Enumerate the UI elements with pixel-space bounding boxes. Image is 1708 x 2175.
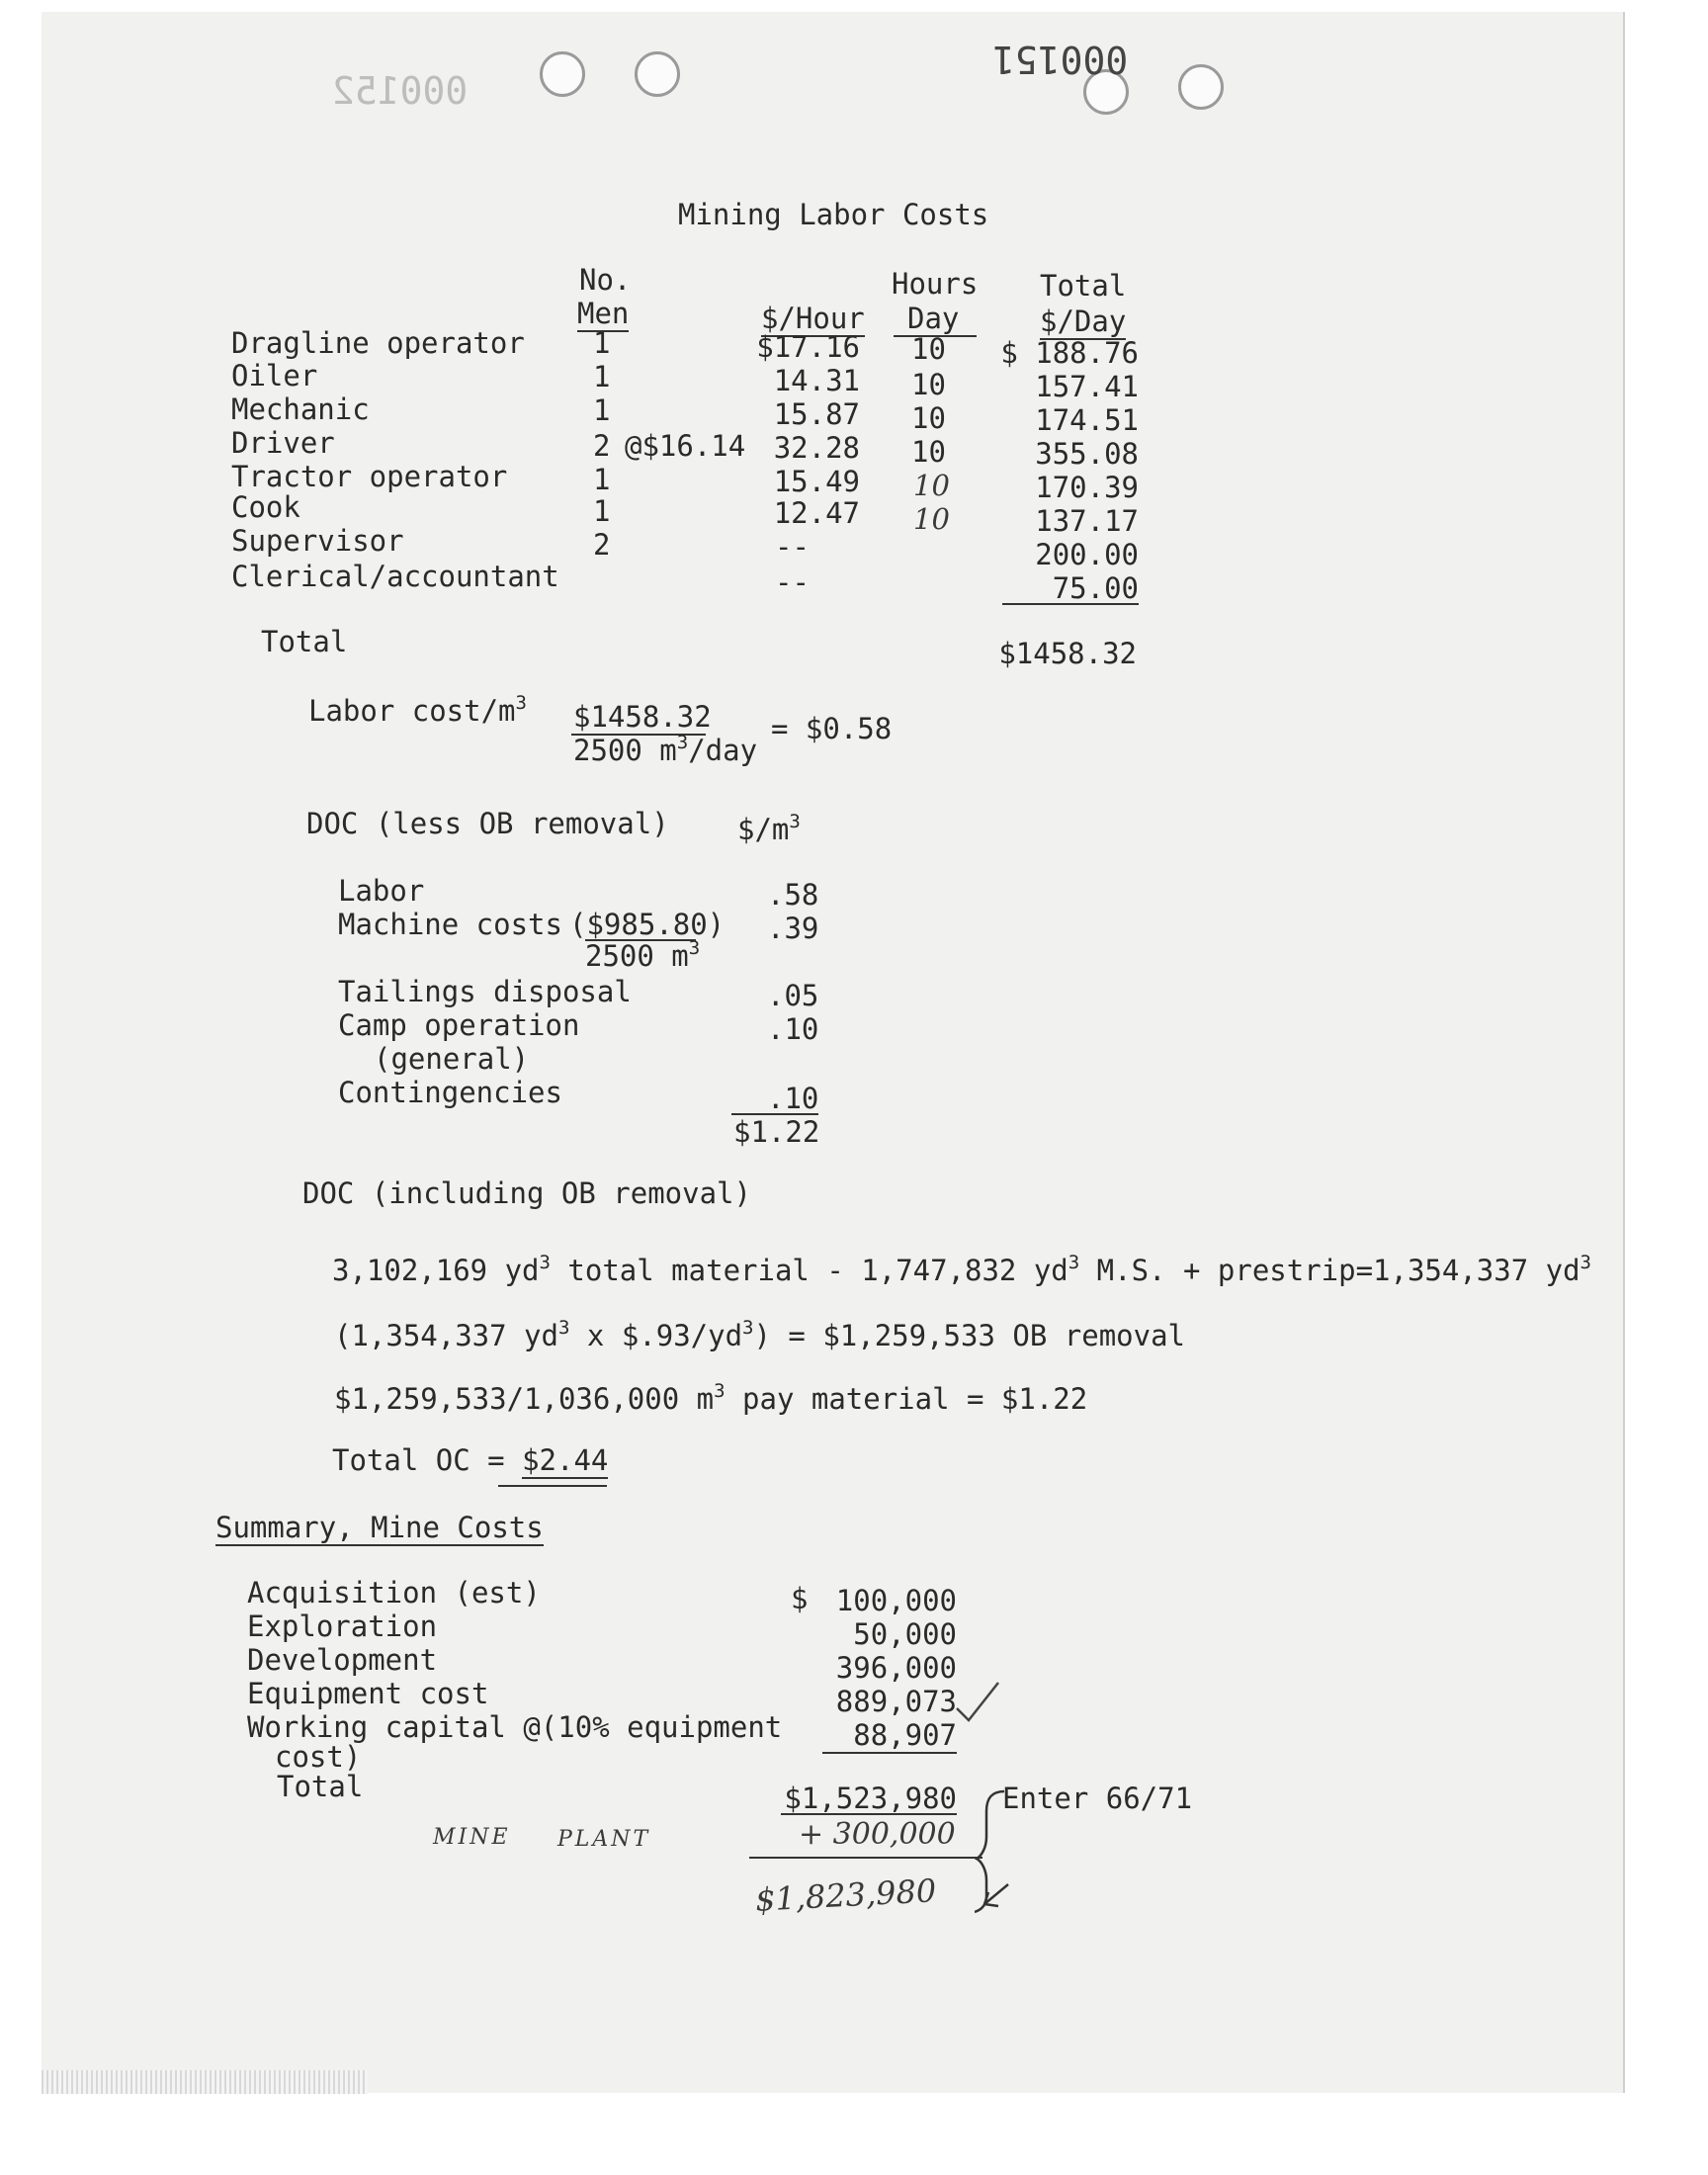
row-rate: 15.87 — [773, 397, 860, 431]
summary-currency: $ — [791, 1582, 809, 1615]
doc-incl-heading: DOC (including OB removal) — [302, 1176, 751, 1210]
row-men: 1 — [593, 326, 611, 360]
handwritten-marks-icon — [949, 1598, 1018, 1726]
row-total: 355.08 — [1035, 437, 1139, 471]
row-men: 1 — [593, 393, 611, 427]
header-men: Men — [577, 297, 630, 330]
arrow-icon — [979, 1882, 1018, 1922]
summary-value: 889,073 — [835, 1685, 957, 1718]
row-men: 1 — [593, 360, 611, 393]
row-hours: 10 — [911, 368, 946, 401]
enter-note: Enter 66/71 — [1002, 1782, 1193, 1815]
row-rate: 32.28 — [773, 431, 860, 465]
header-men-top: No. — [579, 263, 632, 297]
row-total: 200.00 — [1035, 538, 1139, 571]
row-rate: 14.31 — [773, 364, 860, 397]
punch-hole — [1178, 64, 1224, 110]
row-total: 174.51 — [1035, 403, 1139, 437]
machine-numerator: ($985.80) — [569, 908, 726, 941]
row-note: @$16.14 — [625, 429, 746, 463]
summary-label: Equipment cost — [247, 1677, 489, 1710]
row-total: 157.41 — [1035, 370, 1139, 403]
labor-cost-numerator: $1458.32 — [573, 700, 712, 734]
doc-item-label: Labor — [338, 874, 425, 908]
handwritten-plant: PLANT — [557, 1827, 651, 1852]
punch-hole — [635, 51, 680, 97]
row-men: 1 — [593, 494, 611, 528]
doc-item-value: .10 — [767, 1082, 819, 1115]
row-rate: 15.49 — [773, 465, 860, 498]
summary-value: 396,000 — [835, 1651, 957, 1685]
summary-total-value: $1,523,980 — [784, 1782, 957, 1815]
doc-item-value: .10 — [767, 1012, 819, 1046]
scan-edge-artifact — [42, 2070, 368, 2094]
header-rate: $/Hour — [761, 302, 865, 335]
doc-item-label: Machine costs — [338, 908, 562, 941]
row-rate: -- — [775, 530, 810, 564]
row-role: Tractor operator — [231, 460, 508, 493]
doc-less-unit: $\$/m^3$ — [737, 811, 801, 846]
labor-cost-label: Labor cost/$m^3$ — [308, 692, 527, 728]
row-role: Cook — [231, 490, 300, 524]
row-hours-handwritten: 10 — [913, 502, 950, 536]
row-hours-handwritten: 10 — [913, 469, 950, 502]
machine-denominator: 2500 $m^3$ — [585, 937, 701, 973]
summary-label: cost) — [275, 1740, 362, 1774]
row-role: Dragline operator — [231, 326, 525, 360]
summary-label: Development — [247, 1643, 438, 1677]
doc-item-label: Tailings disposal — [338, 975, 632, 1008]
summary-value: 50,000 — [853, 1617, 957, 1651]
row-men: 2 — [593, 429, 611, 463]
punch-hole — [540, 51, 585, 97]
total-oc: Total OC = $2.44 — [332, 1443, 609, 1477]
row-total: 75.00 — [1052, 571, 1139, 605]
doc-item-value: .39 — [767, 912, 819, 945]
row-role: Oiler — [231, 359, 318, 392]
summary-heading: Summary, Mine Costs — [215, 1511, 544, 1544]
handwritten-grand-total: $1,823,980 — [754, 1871, 938, 1919]
row-role: Clerical/accountant — [231, 560, 559, 593]
doc-item-label: Camp operation — [338, 1008, 580, 1042]
total-oc-value: $2.44 — [522, 1443, 609, 1477]
total-value: $1458.32 — [998, 637, 1137, 670]
summary-value: 100,000 — [835, 1584, 957, 1617]
row-total: 170.39 — [1035, 471, 1139, 504]
row-hours: 10 — [911, 332, 946, 366]
handwritten-plant-add: + 300,000 — [799, 1817, 956, 1852]
labor-cost-denominator: 2500 $m^3$/day — [573, 732, 758, 767]
row-role: Supervisor — [231, 524, 404, 558]
doc-item-label: Contingencies — [338, 1076, 562, 1109]
row-role: Mechanic — [231, 392, 370, 426]
summary-total-label: Total — [277, 1770, 364, 1803]
row-rate: 12.47 — [773, 496, 860, 530]
row-rate: -- — [775, 566, 810, 599]
labor-cost-result: = $0.58 — [771, 712, 893, 745]
header-total-top: Total — [1040, 269, 1127, 303]
handwritten-mine: MINE — [433, 1825, 511, 1850]
summary-label: Working capital @(10% equipment — [247, 1710, 783, 1744]
doc-incl-line3: $1,259,533/1,036,000 $m^3$ pay material = $1.22 — [334, 1380, 1088, 1416]
header-total: $/Day — [1040, 304, 1127, 338]
page-number-ghost: 000152 — [332, 69, 469, 113]
doc-item-value: .05 — [767, 979, 819, 1012]
doc-less-total: $1.22 — [733, 1115, 820, 1149]
page-number-stamp: 000151 — [992, 38, 1129, 81]
doc-item-value: .58 — [767, 878, 819, 912]
row-total: 137.17 — [1035, 504, 1139, 538]
doc-incl-line2: (1,354,337 $yd^3$ x $\$.93/yd^3$) = $1,259,533 OB removal — [334, 1317, 1185, 1352]
page-title: Mining Labor Costs — [678, 198, 989, 231]
summary-value: 88,907 — [853, 1718, 957, 1752]
header-hours-top: Hours — [892, 267, 979, 301]
doc-less-heading: DOC (less OB removal) — [306, 807, 669, 840]
row-hours: 10 — [911, 435, 946, 469]
row-total: $ 188.76 — [1000, 336, 1139, 370]
doc-incl-line1: 3,102,169 $yd^3$ total material - 1,747,832 $yd^3$ M.S. + prestrip=1,354,337 $yd^3$ — [332, 1252, 1591, 1287]
doc-item-label: (general) — [374, 1042, 530, 1076]
row-role: Driver — [231, 426, 335, 460]
row-men: 1 — [593, 463, 611, 496]
header-hours: Day — [907, 302, 960, 335]
summary-label: Exploration — [247, 1610, 438, 1643]
row-men: 2 — [593, 528, 611, 562]
summary-label: Acquisition (est) — [247, 1576, 541, 1610]
row-hours: 10 — [911, 401, 946, 435]
row-rate: $17.16 — [756, 330, 860, 364]
total-label: Total — [261, 625, 348, 658]
